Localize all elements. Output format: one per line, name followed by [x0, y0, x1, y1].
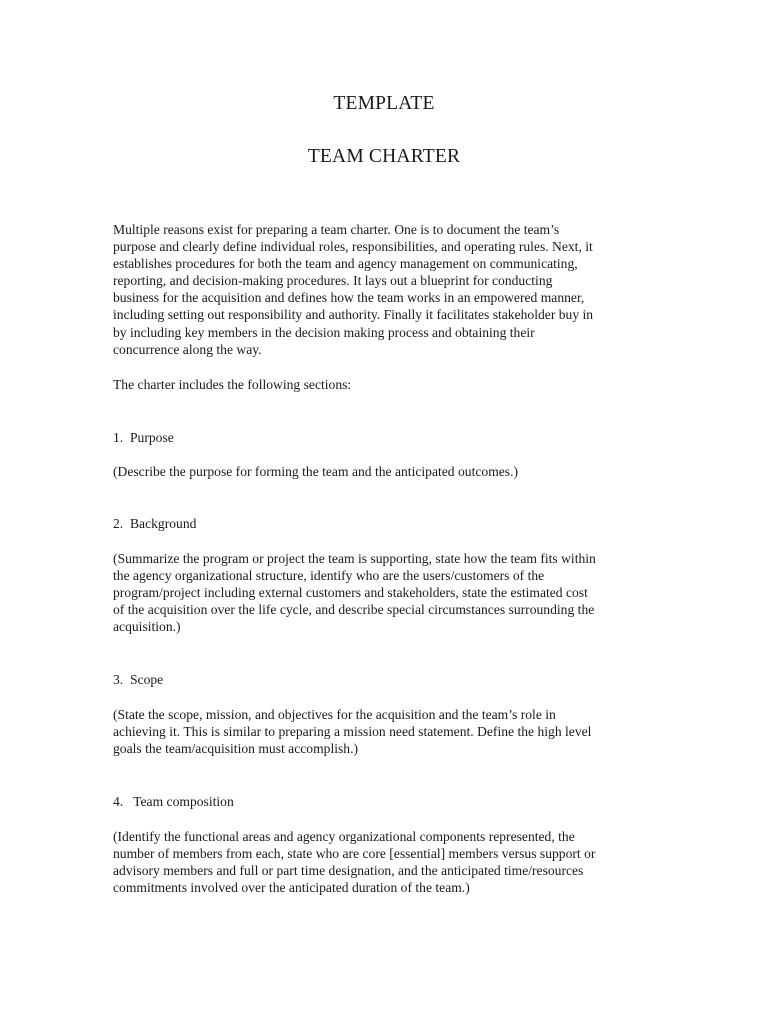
section-heading-purpose: 1. Purpose [113, 430, 174, 445]
document-subtitle: TEAM CHARTER [307, 146, 461, 167]
section-heading-background: 2. Background [113, 516, 197, 531]
intro-paragraph: Multiple reasons exist for preparing a team charter. One is to document the team’s purpose and clearly define individual roles, responsibilities, and operating rules. Next, it establishes procedures for both the team and agency management on communicating, reporting, and decision-making procedures. It lays out a blueprint for conducting business for the acquisition and defines how the team works in an empowered manner, including setting out responsibility and authority. Finally it facilitates stakeholder buy in by including key members in the decision making process and obtaining their concurrence along the way. [113, 222, 594, 357]
section-body-scope: (State the scope, mission, and objectives for the acquisition and the team’s role in achieving it. This is similar to preparing a mission need statement. Define the high level goals the team/acquisition must accomplish.) [113, 707, 592, 757]
document-title: TEMPLATE [333, 93, 435, 114]
section-heading-team-composition: 4. Team composition [113, 794, 234, 809]
section-body-purpose: (Describe the purpose for forming the team and the anticipated outcomes.) [113, 464, 519, 479]
sections-intro: The charter includes the following sections: [113, 377, 352, 392]
section-body-background: (Summarize the program or project the team is supporting, state how the team fits within the agency organizational structure, identify who are the users/customers of the program/project including external customers and stakeholders, state the estimated cost of the acquisition over the life cycle, and describe special circumstances surrounding the acquisition.) [113, 551, 596, 635]
section-heading-scope: 3. Scope [113, 672, 164, 687]
section-body-team-composition: (Identify the functional areas and agency organizational components represented, the number of members from each, state who are core [essential] members versus support or advisory members and full or part time designation, and the anticipated time/resources commitments involved over the anticipated duration of the team.) [113, 829, 596, 896]
